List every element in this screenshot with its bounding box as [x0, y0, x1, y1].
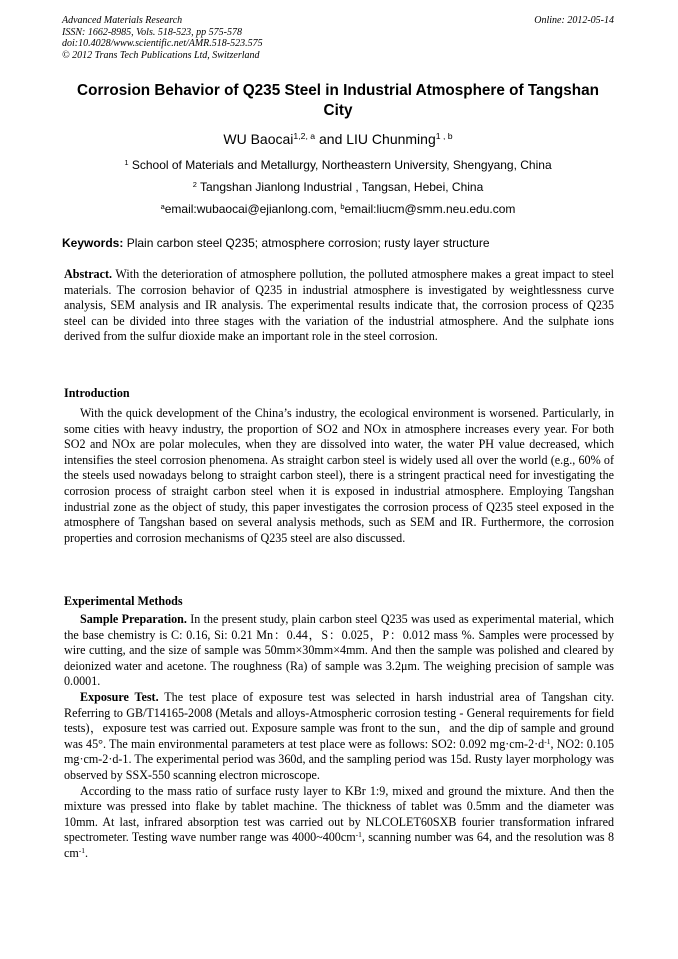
author-1-sup: 1,2, a [293, 131, 316, 142]
exposure-test-paragraph [64, 690, 614, 784]
keywords-label: Keywords: [62, 236, 124, 250]
affiliation-2-text: Tangshan Jianlong Industrial , Tangsan, Hebei, China [196, 180, 484, 194]
author-line [62, 131, 614, 147]
experimental-body [64, 612, 614, 862]
sample-preparation-text: In the present study, plain carbon steel Q235 was used as experimental material, which the base chemistry is C: 0.16, Si: 0.21 Mn：0.44，S：0.025，P：0.012 mass %. Samples were processed by wire cutting, and the size of sample was 50mm×30mm×4mm. And then the sample was polished and cleared by deionized water and acetone. The roughness (Ra) of sample was 3.2μm. The weighing precision of sample was 0.0001. [64, 612, 614, 689]
abstract-text: With the deterioration of atmosphere pollution, the polluted atmosphere makes a great impact to steel materials. The corrosion behavior of Q235 in industrial atmosphere is investigated by weightlessness curve analysis, SEM analysis and IR analysis. The experimental results indicate that, the corrosion process of Q235 steel can be divided into three stages with the variation of the industrial atmosphere. And the sulphate ions derived from the sulfur dioxide make an important role in the steel corrosion. [64, 267, 614, 344]
affiliation-1-sup: 1 [124, 157, 129, 167]
introduction-paragraph: With the quick development of the China’s industry, the ecological environment is worsened. Particularly, in some cities with heavy industry, the proportion of SO2 and NOx in atmosphere increases every year. For both SO2 and NOx are polar molecules, when they are dissolved into water, the water PH value decreased, which intensifies the steel corrosion phenomena. As straight carbon steel is widely used all over the world (e.g., 60% of the steels used nowadays belong to straight carbon steel), there is a stringent practical need for investigating the corrosion process of straight carbon steel when it is exposed in industrial atmosphere. Employing Tangshan industrial zone as the object of study, this paper investigates the corrosion process of Q235 steel exposed in the atmosphere of Tangshan based on several analysis methods, such as SEM and IR. Furthermore, the corrosion properties and corrosion mechanisms of Q235 steel are also discussed. [64, 406, 614, 545]
author-2-sup: 1 , b [435, 131, 453, 142]
journal-name: Advanced Materials Research [62, 15, 183, 26]
author-2: LIU Chunming [346, 131, 436, 147]
affiliation-2 [62, 180, 614, 194]
ir-sup-2: -1 [78, 845, 86, 855]
ir-text-c: . [85, 845, 89, 860]
paper-title: Corrosion Behavior of Q235 Steel in Industrial Atmosphere of Tangshan City [77, 82, 599, 119]
ir-text-a: According to the mass ratio of surface rusty layer to KBr 1:9, mixed and ground the mixture. And then the mixture was pressed into flake by tablet machine. The thickness of tablet was 0.5mm and the diameter was 10mm. At last, infrared absorption test was carried out by NLCOLET60SXB fourier transformation infrared spectrometer. Testing wave number range was 4000~400cm [64, 783, 614, 845]
exposure-test-label: Exposure Test. [80, 689, 159, 704]
online-date: Online: 2012-05-14 [534, 15, 614, 26]
ir-text-b: , scanning number was 64, and the resolution was 8 cm [64, 830, 614, 860]
affiliation-1-text: School of Materials and Metallurgy, Northeastern University, Shengyang, China [128, 158, 552, 172]
introduction-heading: Introduction [64, 386, 130, 400]
keywords-text: Plain carbon steel Q235; atmosphere corrosion; rusty layer structure [123, 236, 490, 250]
ir-sup-1: -1 [355, 830, 362, 840]
abstract [64, 267, 614, 345]
sample-preparation-label: Sample Preparation. [80, 612, 187, 626]
introduction-body [64, 406, 614, 546]
email-line [62, 202, 614, 216]
abstract-label: Abstract. [64, 267, 113, 281]
experimental-heading: Experimental Methods [64, 594, 183, 608]
author-1: WU Baocai [223, 131, 294, 147]
exposure-text-b: , NO2: 0.105 mg·cm-2·d-1. The experimental period was 360d, and the sampling period was 15d. Rusty layer morphology was observed by SSX-550 scanning electron microscope. [64, 736, 614, 782]
affiliation-1 [62, 158, 614, 172]
email-a: email:wubaocai@ejianlong.com, [164, 202, 341, 216]
ir-paragraph [64, 784, 614, 862]
affiliation-2-sup: 2 [192, 179, 197, 189]
exposure-text-a: The test place of exposure test was selected in harsh industrial area of Tangshan city. Referring to GB/T14165-2008 (Metals and alloys-Atmospheric corrosion testing - General requirements for field tests)，exposure test was carried out. Exposure sample was front to the sun，and the dip of sample and ground was 45°. The main environmental parameters at test place were as follows: SO2: 0.092 mg·cm-2·d [64, 689, 614, 751]
exposure-sup-1: -1 [544, 736, 551, 746]
journal-header [62, 15, 263, 61]
keywords [62, 236, 614, 250]
email-b-sup: b [340, 201, 345, 211]
email-a-sup: a [160, 201, 165, 211]
sample-preparation-paragraph [64, 612, 614, 690]
email-b: email:liucm@smm.neu.edu.com [344, 202, 516, 216]
copyright-line: © 2012 Trans Tech Publications Ltd, Switzerland [62, 49, 260, 61]
issn-line: ISSN: 1662-8985, Vols. 518-523, pp 575-578 [62, 26, 242, 38]
doi-line: doi:10.4028/www.scientific.net/AMR.518-523.575 [62, 38, 263, 49]
author-conjunction: and [315, 131, 347, 147]
